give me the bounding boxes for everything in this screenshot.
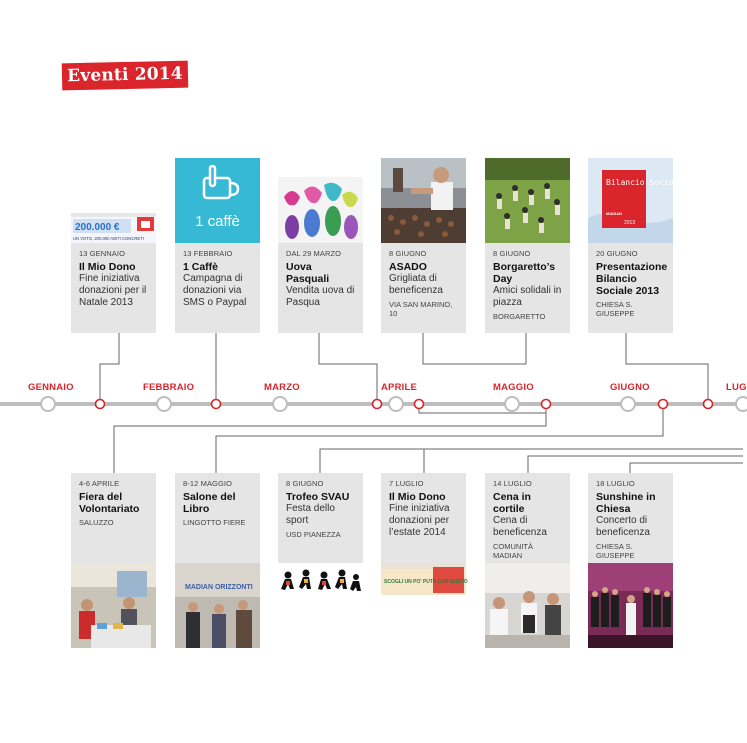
asado-image	[381, 158, 466, 243]
event-dot	[96, 400, 105, 409]
month-label: MARZO	[264, 382, 300, 393]
event-location: VIA SAN MARINO, 10	[389, 300, 453, 318]
salone-libro-image	[175, 563, 260, 648]
event-card-bottom	[485, 473, 570, 563]
event-location: CHIESA S. GIUSEPPE	[596, 542, 635, 560]
uova-pasquali-image	[278, 177, 363, 243]
event-desc: Cena di beneficenza	[493, 515, 547, 538]
event-card-bottom	[588, 473, 673, 563]
event-title: Fiera del Volontariato	[79, 491, 140, 515]
marker-giugno	[621, 397, 635, 411]
event-dot	[704, 400, 713, 409]
un-caffe-image	[175, 158, 260, 243]
event-card-bottom	[175, 473, 260, 563]
event-date: 8 GIUGNO	[389, 249, 427, 258]
sunshine-chiesa-image	[588, 563, 673, 648]
event-title: 1 Caffè	[183, 261, 219, 273]
event-title: Presentazione Bilancio Sociale 2013	[596, 261, 668, 297]
event-desc: Vendita uova di Pasqua	[286, 285, 355, 308]
marker-marzo	[273, 397, 287, 411]
event-dot	[373, 400, 382, 409]
marker-luglio	[736, 397, 747, 411]
dono-estate-text: SCOGLI UN PO' PUTA CON GUSTO	[384, 579, 468, 585]
month-label: GIUGNO	[610, 382, 650, 393]
salone-sign: MADIAN ORIZZONTI	[185, 584, 253, 591]
event-location: BORGARETTO	[493, 312, 546, 321]
event-date: 18 LUGLIO	[596, 479, 635, 488]
event-card-bottom	[278, 473, 363, 563]
event-date: 8 GIUGNO	[286, 479, 324, 488]
event-location: CHIESA S. GIUSEPPE	[596, 300, 635, 318]
event-location: USD PIANEZZA	[286, 530, 341, 539]
borgaretto-day-image	[485, 158, 570, 243]
marker-gennaio	[41, 397, 55, 411]
event-title: Il Mio Dono	[389, 491, 446, 503]
event-date: 20 GIUGNO	[596, 249, 638, 258]
marker-febbraio	[157, 397, 171, 411]
event-card-bottom	[381, 473, 466, 563]
event-desc: Amici solidali in piazza	[493, 285, 562, 308]
event-title: Trofeo SVAU	[286, 491, 350, 503]
event-card-top	[485, 243, 570, 333]
event-date: 4-6 APRILE	[79, 479, 120, 488]
event-title: Uova Pasquali	[286, 261, 330, 285]
event-date: 13 GENNAIO	[79, 249, 126, 258]
event-title: Salone del Libro	[183, 491, 236, 515]
trofeo-svau-image	[278, 563, 363, 603]
event-desc: Concerto di beneficenza	[596, 515, 650, 538]
event-card-top	[175, 243, 260, 333]
event-card-top	[278, 243, 363, 333]
event-dot	[212, 400, 221, 409]
il-mio-dono-banner	[71, 213, 156, 243]
event-date: 13 FEBBRAIO	[183, 249, 233, 258]
event-dot	[659, 400, 668, 409]
event-date: 8 GIUGNO	[493, 249, 531, 258]
bilancio-sociale-image	[588, 158, 684, 243]
page-title: Eventi 2014	[62, 61, 189, 91]
event-desc: Festa dello sport	[286, 503, 335, 526]
event-date: DAL 29 MARZO	[286, 249, 342, 258]
marker-maggio	[505, 397, 519, 411]
month-label: GENNAIO	[28, 382, 74, 393]
event-location: COMUNITÀ MADIAN	[493, 542, 533, 560]
event-card-top	[71, 243, 156, 333]
cena-cortile-image	[485, 563, 570, 648]
month-label: LUG	[726, 382, 747, 393]
event-title: Borgaretto’s Day	[493, 261, 556, 285]
marker-aprile	[389, 397, 403, 411]
event-date: 14 LUGLIO	[493, 479, 532, 488]
month-label: MAGGIO	[493, 382, 534, 393]
il-mio-dono-estate-banner	[381, 563, 466, 595]
bilancio-brand: MADIAN	[606, 211, 622, 216]
fiera-volontariato-image	[71, 563, 156, 648]
dono-banner-sub: UN VOTO, 200.000 ABITI CONCRETI	[73, 236, 144, 241]
event-title: ASADO	[389, 261, 427, 273]
event-card-top	[381, 243, 466, 333]
event-dot	[415, 400, 424, 409]
month-label: FEBBRAIO	[143, 382, 195, 393]
event-desc: Fine iniziativa donazioni per il Natale 2013	[79, 273, 147, 308]
dono-banner-text: 200.000 €	[75, 222, 120, 233]
event-card-bottom	[71, 473, 156, 563]
event-dot	[542, 400, 551, 409]
bilancio-year: 2013	[624, 220, 636, 226]
event-desc: Fine iniziativa donazioni per l’estate 2014	[389, 503, 450, 538]
event-date: 7 LUGLIO	[389, 479, 424, 488]
caffe-logo-text: 1 caffè	[195, 213, 240, 230]
event-title: Cena in cortile	[493, 491, 531, 515]
bilancio-title: Bilancio Sociale	[606, 178, 684, 187]
event-location: SALUZZO	[79, 518, 114, 527]
event-card-top	[588, 243, 673, 333]
month-label: APRILE	[381, 382, 418, 393]
event-desc: Grigliata di beneficenza	[389, 273, 443, 296]
event-title: Il Mio Dono	[79, 261, 136, 273]
event-location: LINGOTTO FIERE	[183, 518, 246, 527]
event-title: Sunshine in Chiesa	[596, 491, 656, 515]
event-date: 8-12 MAGGIO	[183, 479, 233, 488]
event-desc: Campagna di donazioni via SMS o Paypal	[183, 273, 247, 308]
